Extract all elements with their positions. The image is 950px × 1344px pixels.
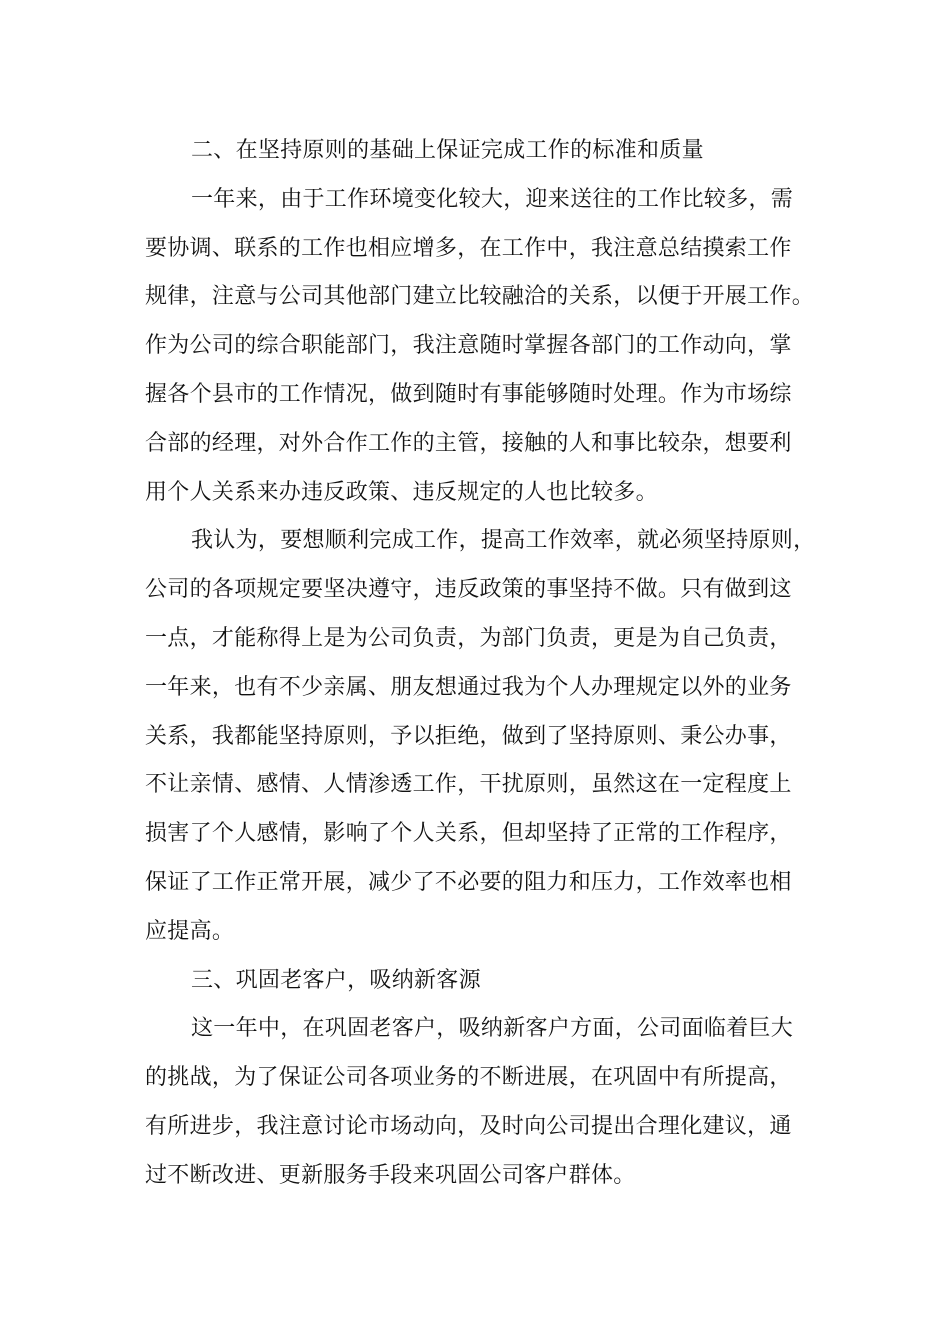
section-heading-3: 三、巩固老客户，吸纳新客源 xyxy=(191,967,481,993)
paragraph-line: 损害了个人感情，影响了个人关系，但却坚持了正常的工作程序， xyxy=(145,821,792,847)
paragraph-3 xyxy=(145,1005,825,1200)
paragraph-line: 用个人关系来办违反政策、违反规定的人也比较多。 xyxy=(145,479,658,505)
paragraph-line: 公司的各项规定要坚决遵守，违反政策的事坚持不做。只有做到这 xyxy=(145,577,792,603)
paragraph-line: 一年来，由于工作环境变化较大，迎来送往的工作比较多，需 xyxy=(191,186,794,212)
paragraph-line: 保证了工作正常开展，减少了不必要的阻力和压力，工作效率也相 xyxy=(145,869,792,895)
paragraph-1 xyxy=(145,176,825,518)
paragraph-line: 一年来，也有不少亲属、朋友想通过我为个人办理规定以外的业务 xyxy=(145,674,792,700)
paragraph-line: 我认为，要想顺利完成工作，提高工作效率，就必须坚持原则， xyxy=(191,528,816,554)
paragraph-line: 这一年中，在巩固老客户，吸纳新客户方面，公司面临着巨大 xyxy=(191,1016,794,1042)
paragraph-line: 有所进步，我注意讨论市场动向，及时向公司提出合理化建议，通 xyxy=(145,1113,792,1139)
section-heading-2: 二、在坚持原则的基础上保证完成工作的标准和质量 xyxy=(191,138,704,163)
paragraph-line: 握各个县市的工作情况，做到随时有事能够随时处理。作为市场综 xyxy=(145,381,792,407)
paragraph-2 xyxy=(145,517,825,956)
paragraph-line: 规律，注意与公司其他部门建立比较融洽的关系，以便于开展工作。 xyxy=(145,284,815,310)
paragraph-line: 不让亲情、感情、人情渗透工作，干扰原则，虽然这在一定程度上 xyxy=(145,772,792,798)
paragraph-line: 的挑战，为了保证公司各项业务的不断进展，在巩固中有所提高， xyxy=(145,1065,792,1091)
paragraph-line: 要协调、联系的工作也相应增多，在工作中，我注意总结摸索工作 xyxy=(145,235,792,261)
paragraph-line: 过不断改进、更新服务手段来巩固公司客户群体。 xyxy=(145,1162,636,1188)
paragraph-line: 作为公司的综合职能部门，我注意随时掌握各部门的工作动向，掌 xyxy=(145,333,792,359)
paragraph-line: 关系，我都能坚持原则，予以拒绝，做到了坚持原则、秉公办事， xyxy=(145,723,792,749)
paragraph-line: 应提高。 xyxy=(145,918,235,944)
paragraph-line: 合部的经理，对外合作工作的主管，接触的人和事比较杂，想要利 xyxy=(145,430,792,456)
document-body xyxy=(145,127,825,1201)
paragraph-line: 一点，才能称得上是为公司负责，为部门负责，更是为自己负责， xyxy=(145,625,792,651)
